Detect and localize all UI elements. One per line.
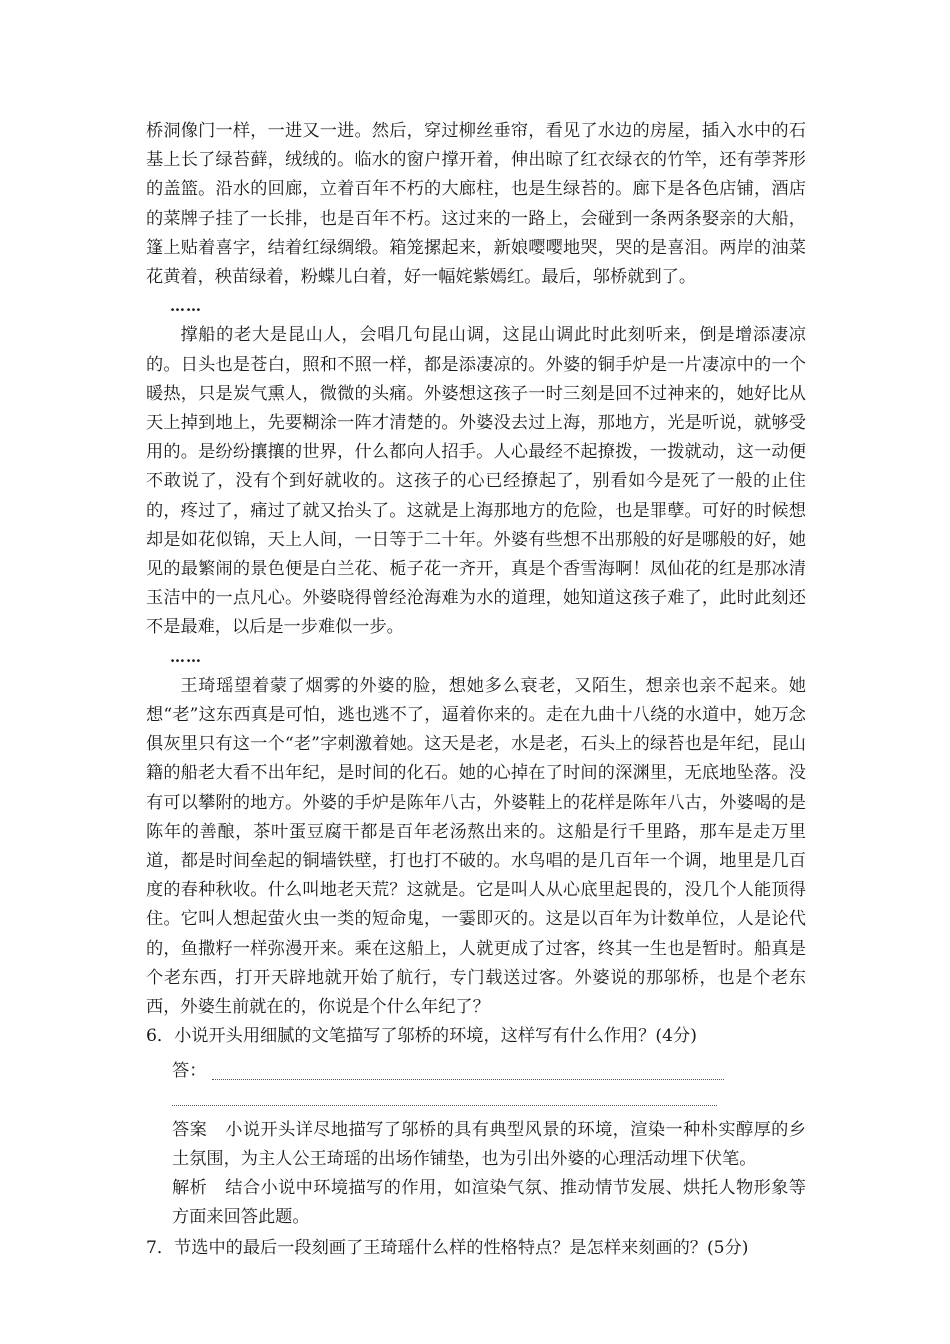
passage-ellipsis: …… — [170, 297, 202, 316]
answer-blank-line[interactable] — [212, 1065, 724, 1080]
answer-blank-row — [172, 1052, 806, 1084]
question-7: 7．节选中的最后一段刻画了王琦瑶什么样的性格特点？是怎样来刻画的？(5分) — [146, 1238, 749, 1259]
passage-paragraph-2: 撑船的老大是昆山人，会唱几句昆山调，这昆山调此时此刻听来，倒是增添凄凉的。日头也是苍白，照和不照一样，都是添凄凉的。外婆的铜手炉是一片凄凉中的一个暖热，只是炭气熏人，微微的头痛。外婆想这孩子一时三刻是回不过神来的，她好比从天上掉到地上，先要糊涂一阵才清楚的。外婆没去过上海，那地方，光是听说，就够受用的。是纷纷攘攘的世界，什么都向人招手。人心最经不起撩拨，一拨就动，这一动便不敢说了，没有个到好就收的。这孩子的心已经撩起了，别看如今是死了一般的止住的，疼过了，痛过了就又抬头了。这就是上海那地方的危险，也是罪孽。可好的时候想却是如花似锦，天上人间，一日等于二十年。外婆有些想不出那般的好是哪般的好，她见的最繁闹的景色便是白兰花、栀子花一齐开，真是个香雪海啊！凤仙花的红是那冰清玉洁中的一点凡心。外婆晓得曾经沧海难为水的道理，她知道这孩子难了，此时此刻还不是最难，以后是一步难似一步。 — [146, 325, 806, 638]
passage-paragraph-1: 桥洞像门一样，一进又一进。然后，穿过柳丝垂帘，看见了水边的房屋，插入水中的石基上长了绿苔藓，绒绒的。临水的窗户撑开着，伸出晾了红衣绿衣的竹竿，还有荸荠形的盖篮。沿水的回廊，立着百年不朽的大廊柱，也是生绿苔的。廊下是各色店铺，酒店的菜牌子挂了一长排，也是百年不朽。这过来的一路上，会碰到一条两条娶亲的大船，篷上贴着喜字，结着红绿绸缎。箱笼摞起来，新娘嘤嘤地哭，哭的是喜泪。两岸的油菜花黄着，秧苗绿着，粉蝶儿白着，好一幅姹紫嫣红。最后，邬桥就到了。 — [146, 121, 806, 288]
answer-text: 小说开头详尽地描写了邬桥的具有典型风景的环境，渲染一种朴实醇厚的乡土氛围，为主人公王琦瑶的出场作铺垫，也为引出外婆的心理活动埋下伏笔。 — [172, 1119, 806, 1169]
answer-blank-row — [172, 1084, 806, 1110]
analysis-block — [172, 1174, 806, 1232]
answer-prompt: 答： — [172, 1060, 207, 1081]
document-body — [146, 117, 806, 1264]
question-6: 6．小说开头用细腻的文笔描写了邬桥的环境，这样写有什么作用？(4分) — [146, 1026, 697, 1047]
passage-ellipsis: …… — [170, 647, 202, 666]
passage-paragraph-3: 王琦瑶望着蒙了烟雾的外婆的脸，想她多么衰老，又陌生，想亲也亲不起来。她想“老”这东西真是可怕，逃也逃不了，逼着你来的。走在九曲十八绕的水道中，她万念俱灰里只有这一个“老”字刺激着她。这天是老，水是老，石头上的绿苔也是年纪，昆山籍的船老大看不出年纪，是时间的化石。她的心掉在了时间的深渊里，无底地坠落。没有可以攀附的地方。外婆的手炉是陈年八古，外婆鞋上的花样是陈年八古，外婆喝的是陈年的善酿，茶叶蛋豆腐干都是百年老汤熬出来的。这船是行千里路，那车是走万里道，都是时间垒起的铜墙铁壁，打也打不破的。水鸟唱的是几百年一个调，地里是几百度的春种秋收。什么叫地老天荒？这就是。它是叫人从心底里起畏的，没几个人能顶得住。它叫人想起萤火虫一类的短命鬼，一霎即灭的。这是以百年为计数单位，人是论代的，鱼撒籽一样弥漫开来。乘在这船上，人就更成了过客，终其一生也是暂时。船真是个老东西，打开天辟地就开始了航行，专门载送过客。外婆说的那邬桥，也是个老东西，外婆生前就在的，你说是个什么年纪了？ — [146, 675, 806, 1018]
analysis-label: 解析 — [172, 1177, 208, 1198]
answer-label: 答案 — [172, 1119, 208, 1140]
analysis-text: 结合小说中环境描写的作用，如渲染气氛、推动情节发展、烘托人物形象等方面来回答此题。 — [172, 1177, 806, 1228]
answer-blank-line[interactable] — [172, 1091, 717, 1106]
answer-block — [172, 1116, 806, 1174]
